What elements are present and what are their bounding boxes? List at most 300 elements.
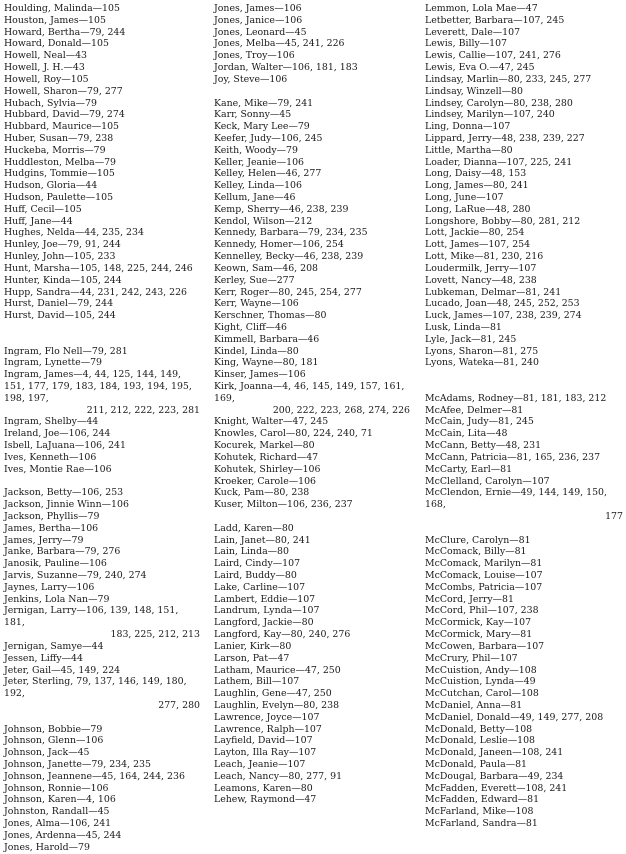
index-entry (4, 157, 200, 169)
index-entry (425, 747, 623, 759)
index-entry-text: Jackson, Betty—106, 253 (4, 487, 124, 499)
index-entry-text: Knowles, Carol—80, 224, 240, 71 (214, 428, 373, 440)
index-entry-text: Jeter, Sterling, 79, 137, 146, 149, 180, 192, (4, 676, 187, 700)
index-entry-text: Hudson, Paulette—105 (4, 192, 114, 203)
index-entry-text: Lain, Linda—80 (214, 546, 289, 558)
index-entry (214, 50, 410, 62)
index-entry-text: Leach, Nancy—80, 277, 91 (214, 770, 343, 782)
index-entry-text: McCann, Betty—48, 231 (425, 440, 542, 452)
index-entry-text: Jeter, Gail—45, 149, 224 (4, 664, 121, 676)
index-entry-text: Keefer, Judy—106, 245 (214, 132, 323, 144)
index-entry (425, 310, 623, 322)
index-entry (214, 653, 410, 665)
index-entry-text: Johnson, Bobbie—79 (4, 723, 103, 735)
index-entry-text: Hunter, Kinda—105, 244 (4, 274, 122, 286)
index-entry (4, 771, 200, 783)
index-entry (4, 287, 200, 299)
index-entry-text: Little, Martha—80 (425, 144, 513, 156)
index-entry-text: Langford, Kay—80, 240, 276 (214, 629, 351, 641)
index-entry-text: Longshore, Bobby—80, 281, 212 (425, 215, 581, 227)
index-entry-text: Lyons, Sharon—81, 275 (425, 345, 539, 357)
index-entry (214, 783, 410, 795)
index-entry-text: Kerley, Sue—277 (214, 274, 295, 286)
index-entry-text: Ives, Montie Rae—106 (4, 463, 112, 475)
index-entry-text: Kelley, Linda—106 (214, 180, 302, 192)
index-entry-text: Ingram, Lynette—79 (4, 357, 102, 369)
index-entry-continuation: 277, 280 (158, 699, 200, 711)
index-entry-text: Lanier, Kirk—80 (214, 640, 292, 652)
index-entry (425, 464, 623, 476)
index-entry (425, 38, 623, 50)
index-entry-text: Howell, Roy—105 (4, 73, 89, 85)
index-entry-text: Kuser, Milton—106, 236, 237 (214, 499, 353, 511)
index-entry (214, 369, 410, 381)
index-entry (214, 357, 410, 369)
index-entry-text: Lindsay, Winzell—80 (425, 85, 523, 97)
index-entry (214, 298, 410, 310)
index-entry (214, 676, 410, 688)
index-entry (214, 464, 410, 476)
index-entry (214, 582, 410, 594)
index-entry-text: Lusk, Linda—81 (425, 321, 502, 333)
index-entry-text: McDougal, Barbara—49, 234 (425, 770, 564, 782)
index-entry-text: Kennedy, Homer—106, 254 (214, 239, 344, 251)
index-entry (425, 440, 623, 452)
index-entry (214, 771, 410, 783)
index-entry (425, 452, 623, 464)
index-entry (4, 346, 200, 358)
index-entry-text: Lewis, Eva O.—47, 245 (425, 62, 535, 74)
index-entry-text: McCutchan, Carol—108 (425, 688, 539, 700)
index-entry (214, 440, 410, 452)
index-entry-text: Howell, J. H.—43 (4, 62, 85, 74)
index-entry-text: Lindsey, Carolyn—80, 238, 280 (425, 97, 573, 109)
index-entry-text: Huff, Cecil—105 (4, 203, 82, 215)
index-entry-text: Laird, Buddy—80 (214, 570, 297, 581)
index-entry (425, 74, 623, 86)
index-entry (425, 239, 623, 251)
index-entry-text: Karr, Sonny—45 (214, 109, 292, 121)
index-entry (214, 558, 410, 570)
index-entry (425, 605, 623, 617)
index-entry (214, 157, 410, 169)
index-entry-text: Jenkins, Lola Nan—79 (4, 593, 110, 605)
index-entry (425, 818, 623, 830)
index-entry-text: Johnson, Jeannene—45, 164, 244, 236 (4, 770, 185, 782)
index-entry (425, 98, 623, 110)
index-entry (4, 121, 200, 133)
index-entry-text: Jones, Harold—79 (4, 841, 90, 853)
index-entry-text: Johnson, Jack—45 (4, 747, 90, 759)
index-entry (214, 428, 410, 440)
index-entry (4, 62, 200, 74)
index-entry (214, 381, 410, 416)
index-entry (4, 724, 200, 736)
index-entry-text: Hupp, Sandra—44, 231, 242, 243, 226 (4, 286, 188, 298)
index-entry (4, 464, 200, 476)
index-entry-text: Howard, Bertha—79, 244 (4, 26, 126, 38)
index-entry-text: Laughlin, Gene—47, 250 (214, 688, 332, 700)
index-entry (425, 3, 623, 15)
index-entry (425, 227, 623, 239)
index-entry (425, 806, 623, 818)
index-entry-text: Long, LaRue—48, 280 (425, 203, 531, 215)
index-entry-text: Lewis, Callie—107, 241, 276 (425, 50, 561, 62)
index-entry-text: Kane, Mike—79, 241 (214, 97, 314, 109)
index-spacer (214, 86, 410, 98)
index-entry (4, 818, 200, 830)
index-entry (214, 180, 410, 192)
index-entry-text: Kirk, Joanna—4, 46, 145, 149, 157, 161, 169, (214, 381, 405, 404)
index-entry-text: Jernigan, Larry—106, 139, 148, 151, 181, (4, 605, 179, 629)
index-entry (4, 806, 200, 818)
index-entry-text: Keith, Woody—79 (214, 144, 298, 156)
index-entry-text: Joy, Steve—106 (214, 73, 288, 85)
index-entry (4, 369, 200, 416)
index-entry (214, 287, 410, 299)
index-entry-text: Lehew, Raymond—47 (214, 794, 317, 806)
index-entry (4, 747, 200, 759)
index-entry-text: Luck, James—107, 238, 239, 274 (425, 310, 582, 322)
index-entry (425, 794, 623, 806)
index-entry (425, 192, 623, 204)
index-entry-text: James, Bertha—106 (4, 522, 99, 534)
index-entry-text: Lippard, Jerry—48, 238, 239, 227 (425, 132, 585, 144)
index-entry (425, 62, 623, 74)
index-entry-text: Leverett, Dale—107 (425, 26, 521, 38)
index-entry-text: Ladd, Karen—80 (214, 522, 294, 534)
index-entry (4, 275, 200, 287)
index-entry (4, 227, 200, 239)
index-entry-text: Houston, James—105 (4, 14, 106, 26)
index-entry-text: Long, James—80, 241 (425, 180, 529, 192)
index-entry (4, 263, 200, 275)
index-entry-text: Jaynes, Larry—106 (4, 581, 95, 593)
index-entry (425, 629, 623, 641)
index-entry-text: Huff, Jane—44 (4, 215, 73, 227)
index-entry (4, 523, 200, 535)
index-entry (4, 535, 200, 547)
index-entry-text: Leamons, Karen—80 (214, 782, 313, 794)
index-entry-text: McCormick, Kay—107 (425, 617, 532, 629)
index-entry-text: Larson, Pat—47 (214, 652, 290, 664)
index-entry (425, 405, 623, 417)
index-entry (214, 605, 410, 617)
index-entry-text: McCormick, Mary—81 (425, 629, 533, 641)
index-spacer (425, 381, 623, 393)
index-entry (4, 570, 200, 582)
index-entry (425, 275, 623, 287)
index-entry (214, 334, 410, 346)
index-entry-text: Lubkeman, Delmar—81, 241 (425, 286, 562, 298)
index-entry (425, 157, 623, 169)
index-entry (214, 535, 410, 547)
index-entry (425, 665, 623, 677)
index-entry-text: Lindsey, Marilyn—107, 240 (425, 109, 555, 121)
index-entry-text: Kohutek, Shirley—106 (214, 463, 321, 475)
index-column-1 (4, 3, 200, 854)
index-entry (214, 476, 410, 488)
index-entry-text: Langford, Jackie—80 (214, 617, 314, 629)
index-entry (4, 50, 200, 62)
index-entry-text: Lake, Carline—107 (214, 581, 306, 593)
index-entry (425, 771, 623, 783)
index-entry-text: Laird, Cindy—107 (214, 558, 301, 570)
index-entry-text: Kendol, Wilson—212 (214, 215, 313, 227)
index-entry (425, 712, 623, 724)
index-entry-text: Jones, Ardenna—45, 244 (4, 829, 122, 841)
index-entry-text: McCord, Phil—107, 238 (425, 605, 539, 617)
index-entry-text: McDonald, Betty—108 (425, 723, 533, 735)
index-spacer (425, 523, 623, 535)
index-entry-text: Long, Daisy—48, 153 (425, 168, 527, 180)
index-entry-text: Ling, Donna—107 (425, 121, 511, 133)
index-entry-text: Lain, Janet—80, 241 (214, 534, 311, 546)
index-entry (214, 416, 410, 428)
index-entry-text: Kohutek, Richard—47 (214, 451, 319, 463)
index-entry (425, 204, 623, 216)
index-entry-text: Jones, Leonard—45 (214, 26, 307, 38)
index-spacer (4, 334, 200, 346)
index-entry (425, 298, 623, 310)
index-entry (214, 523, 410, 535)
index-entry (4, 452, 200, 464)
index-entry (214, 712, 410, 724)
index-entry-text: Howell, Sharon—79, 277 (4, 85, 123, 97)
index-entry-text: Hudgins, Tommie—105 (4, 168, 115, 180)
index-entry (425, 322, 623, 334)
index-entry (4, 830, 200, 842)
index-entry-text: McFarland, Sandra—81 (425, 818, 538, 830)
index-column-2 (214, 3, 410, 806)
index-entry (4, 440, 200, 452)
index-entry-text: Jones, Troy—106 (214, 50, 295, 62)
index-entry (4, 251, 200, 263)
index-entry (425, 582, 623, 594)
index-entry-text: Jernigan, Samye—44 (4, 640, 104, 652)
index-entry (4, 27, 200, 39)
index-entry-text: Hudson, Gloria—44 (4, 180, 98, 192)
index-spacer (214, 511, 410, 523)
index-entry (425, 145, 623, 157)
index-entry (425, 487, 623, 522)
index-entry (4, 546, 200, 558)
index-entry (214, 688, 410, 700)
index-entry-text: Kindel, Linda—80 (214, 345, 299, 357)
index-entry-text: Lindsay, Marlin—80, 233, 245, 277 (425, 73, 592, 85)
index-entry-text: McCuistion, Lynda—49 (425, 676, 536, 688)
index-entry-text: Lathem, Bill—107 (214, 676, 300, 688)
index-entry-text: McCord, Jerry—81 (425, 593, 514, 605)
index-entry (425, 393, 623, 405)
index-entry (214, 759, 410, 771)
index-entry (425, 676, 623, 688)
index-entry-text: McDaniel, Donald—49, 149, 277, 208 (425, 711, 604, 723)
index-entry (4, 192, 200, 204)
index-entry (425, 50, 623, 62)
index-entry-text: Ingram, Shelby—44 (4, 416, 99, 428)
index-entry-text: Jackson, Jinnie Winn—106 (4, 499, 129, 511)
index-entry (425, 180, 623, 192)
index-entry-text: King, Wayne—80, 181 (214, 357, 319, 369)
index-entry (214, 735, 410, 747)
index-entry-text: McFadden, Edward—81 (425, 794, 540, 806)
index-entry-text: Layton, Illa Ray—107 (214, 747, 317, 759)
index-spacer (4, 322, 200, 334)
index-column-3 (425, 3, 623, 830)
index-entry (214, 724, 410, 736)
index-entry-text: Kinser, James—106 (214, 369, 306, 381)
index-entry (425, 641, 623, 653)
index-entry-text: Hughes, Nelda—44, 235, 234 (4, 227, 144, 239)
index-entry-text: Kellum, Jane—46 (214, 192, 296, 203)
index-spacer (4, 476, 200, 488)
index-entry (4, 794, 200, 806)
index-entry-text: McCombs, Patricia—107 (425, 581, 543, 593)
index-entry-text: Houlding, Malinda—105 (4, 3, 120, 14)
index-entry-text: Kelley, Helen—46, 277 (214, 168, 322, 180)
index-entry (214, 216, 410, 228)
index-entry (425, 263, 623, 275)
index-entry-text: Ingram, Flo Nell—79, 281 (4, 345, 128, 357)
index-entry (425, 109, 623, 121)
index-entry-text: Kerr, Roger—80, 245, 254, 277 (214, 286, 362, 298)
index-entry-text: Kimmell, Barbara—46 (214, 333, 320, 345)
index-entry-text: Hunley, John—105, 233 (4, 251, 116, 263)
index-entry-text: McCain, Judy—81, 245 (425, 416, 534, 428)
index-entry (214, 700, 410, 712)
index-entry-text: Lawrence, Joyce—107 (214, 711, 320, 723)
index-entry (4, 665, 200, 677)
index-entry (214, 629, 410, 641)
index-entry-text: McCowen, Barbara—107 (425, 640, 545, 652)
index-entry-text: Jones, Janice—106 (214, 14, 303, 26)
index-entry (4, 3, 200, 15)
index-entry-text: Huckeba, Morris—79 (4, 144, 106, 156)
index-entry-continuation: 200, 222, 223, 268, 274, 226 (272, 404, 410, 416)
index-entry (425, 334, 623, 346)
index-entry-text: McAdams, Rodney—81, 181, 183, 212 (425, 392, 607, 404)
index-entry-text: Isbell, LaJuana—106, 241 (4, 440, 126, 452)
index-entry-text: Ives, Kenneth—106 (4, 451, 97, 463)
index-entry-text: Ingram, James—4, 44, 125, 144, 149, 151, 177, 179, 183, 184, 193, 194, 195, 198, 197, (4, 369, 192, 404)
index-entry-text: McClendon, Ernie—49, 144, 149, 150, 168, (425, 487, 608, 511)
index-entry (4, 168, 200, 180)
index-entry (4, 416, 200, 428)
index-entry-text: Layfield, David—107 (214, 735, 313, 747)
index-entry (214, 192, 410, 204)
index-entry (425, 617, 623, 629)
index-entry (425, 86, 623, 98)
index-entry-text: Jones, James—106 (214, 3, 302, 14)
index-entry-text: Kerschner, Thomas—80 (214, 310, 327, 322)
index-entry-text: Lemmon, Lola Mae—47 (425, 3, 538, 14)
index-entry-text: Hubbard, David—79, 274 (4, 109, 125, 121)
index-entry (4, 428, 200, 440)
index-entry (425, 653, 623, 665)
index-entry-text: Lucado, Joan—48, 245, 252, 253 (425, 298, 580, 310)
index-entry (4, 842, 200, 854)
index-entry-text: James, Jerry—79 (4, 534, 84, 546)
index-entry-text: Kuck, Pam—80, 238 (214, 487, 310, 499)
index-entry-text: Lyons, Wateka—81, 240 (425, 357, 539, 369)
index-entry-text: Lovett, Nancy—48, 238 (425, 274, 537, 286)
index-entry-text: McCann, Patricia—81, 165, 236, 237 (425, 451, 601, 463)
index-entry (425, 346, 623, 358)
index-entry-text: McAfee, Delmer—81 (425, 404, 524, 416)
index-entry-text: Johnson, Glenn—106 (4, 735, 104, 747)
index-entry-text: Hubbard, Maurice—105 (4, 121, 120, 133)
index-entry-text: Long, June—107 (425, 192, 504, 203)
index-entry (425, 724, 623, 736)
index-spacer (4, 712, 200, 724)
index-entry (425, 15, 623, 27)
index-entry-text: Landrum, Lynda—107 (214, 605, 320, 617)
index-entry (4, 357, 200, 369)
index-entry-text: McCain, Lita—48 (425, 428, 508, 440)
index-entry (4, 109, 200, 121)
index-entry-text: McComack, Billy—81 (425, 546, 527, 558)
index-entry-text: Jessen, Liffy—44 (4, 652, 83, 664)
index-entry-text: Hunt, Marsha—105, 148, 225, 244, 246 (4, 262, 193, 274)
index-entry (4, 310, 200, 322)
index-entry-text: Keown, Sam—46, 208 (214, 262, 319, 274)
index-entry (214, 74, 410, 86)
index-entry-text: Johnston, Randall—45 (4, 806, 110, 818)
index-entry-text: Lott, Mike—81, 230, 216 (425, 251, 544, 263)
index-entry-text: Kennedy, Barbara—79, 234, 235 (214, 227, 368, 239)
index-entry-text: Jordan, Walter—106, 181, 183 (214, 62, 358, 74)
index-entry-text: Huber, Susan—79, 238 (4, 132, 114, 144)
index-entry-text: McCuistion, Andy—108 (425, 664, 537, 676)
index-entry-text: Jackson, Phyllis—79 (4, 510, 100, 522)
index-entry (214, 310, 410, 322)
index-entry (214, 239, 410, 251)
index-entry (214, 263, 410, 275)
index-entry-text: McDonald, Janeen—108, 241 (425, 747, 564, 759)
index-entry (214, 227, 410, 239)
index-entry (4, 204, 200, 216)
index-entry-text: Howard, Donald—105 (4, 38, 109, 50)
index-spacer (425, 369, 623, 381)
index-entry (4, 511, 200, 523)
index-entry (214, 145, 410, 157)
index-entry (4, 558, 200, 570)
index-entry (4, 499, 200, 511)
index-entry-text: Hunley, Joe—79, 91, 244 (4, 239, 121, 251)
index-entry (4, 15, 200, 27)
index-entry (425, 357, 623, 369)
index-entry-text: Johnson, Janette—79, 234, 235 (4, 759, 151, 770)
index-entry (4, 653, 200, 665)
index-entry-text: McComack, Marilyn—81 (425, 558, 543, 570)
index-entry (425, 133, 623, 145)
index-entry (425, 700, 623, 712)
index-entry (214, 15, 410, 27)
index-entry-text: Jones, Melba—45, 241, 226 (214, 38, 345, 50)
index-entry-text: Jarvis, Suzanne—79, 240, 274 (4, 570, 147, 581)
index-entry (4, 98, 200, 110)
index-entry-text: Johnson, Ronnie—106 (4, 782, 109, 794)
index-entry-text: McClure, Carolyn—81 (425, 534, 531, 546)
index-entry (214, 546, 410, 558)
index-entry-text: Janosik, Pauline—106 (4, 558, 107, 570)
index-entry-text: Hurst, David—105, 244 (4, 310, 116, 322)
index-entry (214, 98, 410, 110)
index-entry-text: Loudermilk, Jerry—107 (425, 262, 537, 274)
index-entry-text: Hubach, Sylvia—79 (4, 97, 97, 109)
index-entry (214, 38, 410, 50)
